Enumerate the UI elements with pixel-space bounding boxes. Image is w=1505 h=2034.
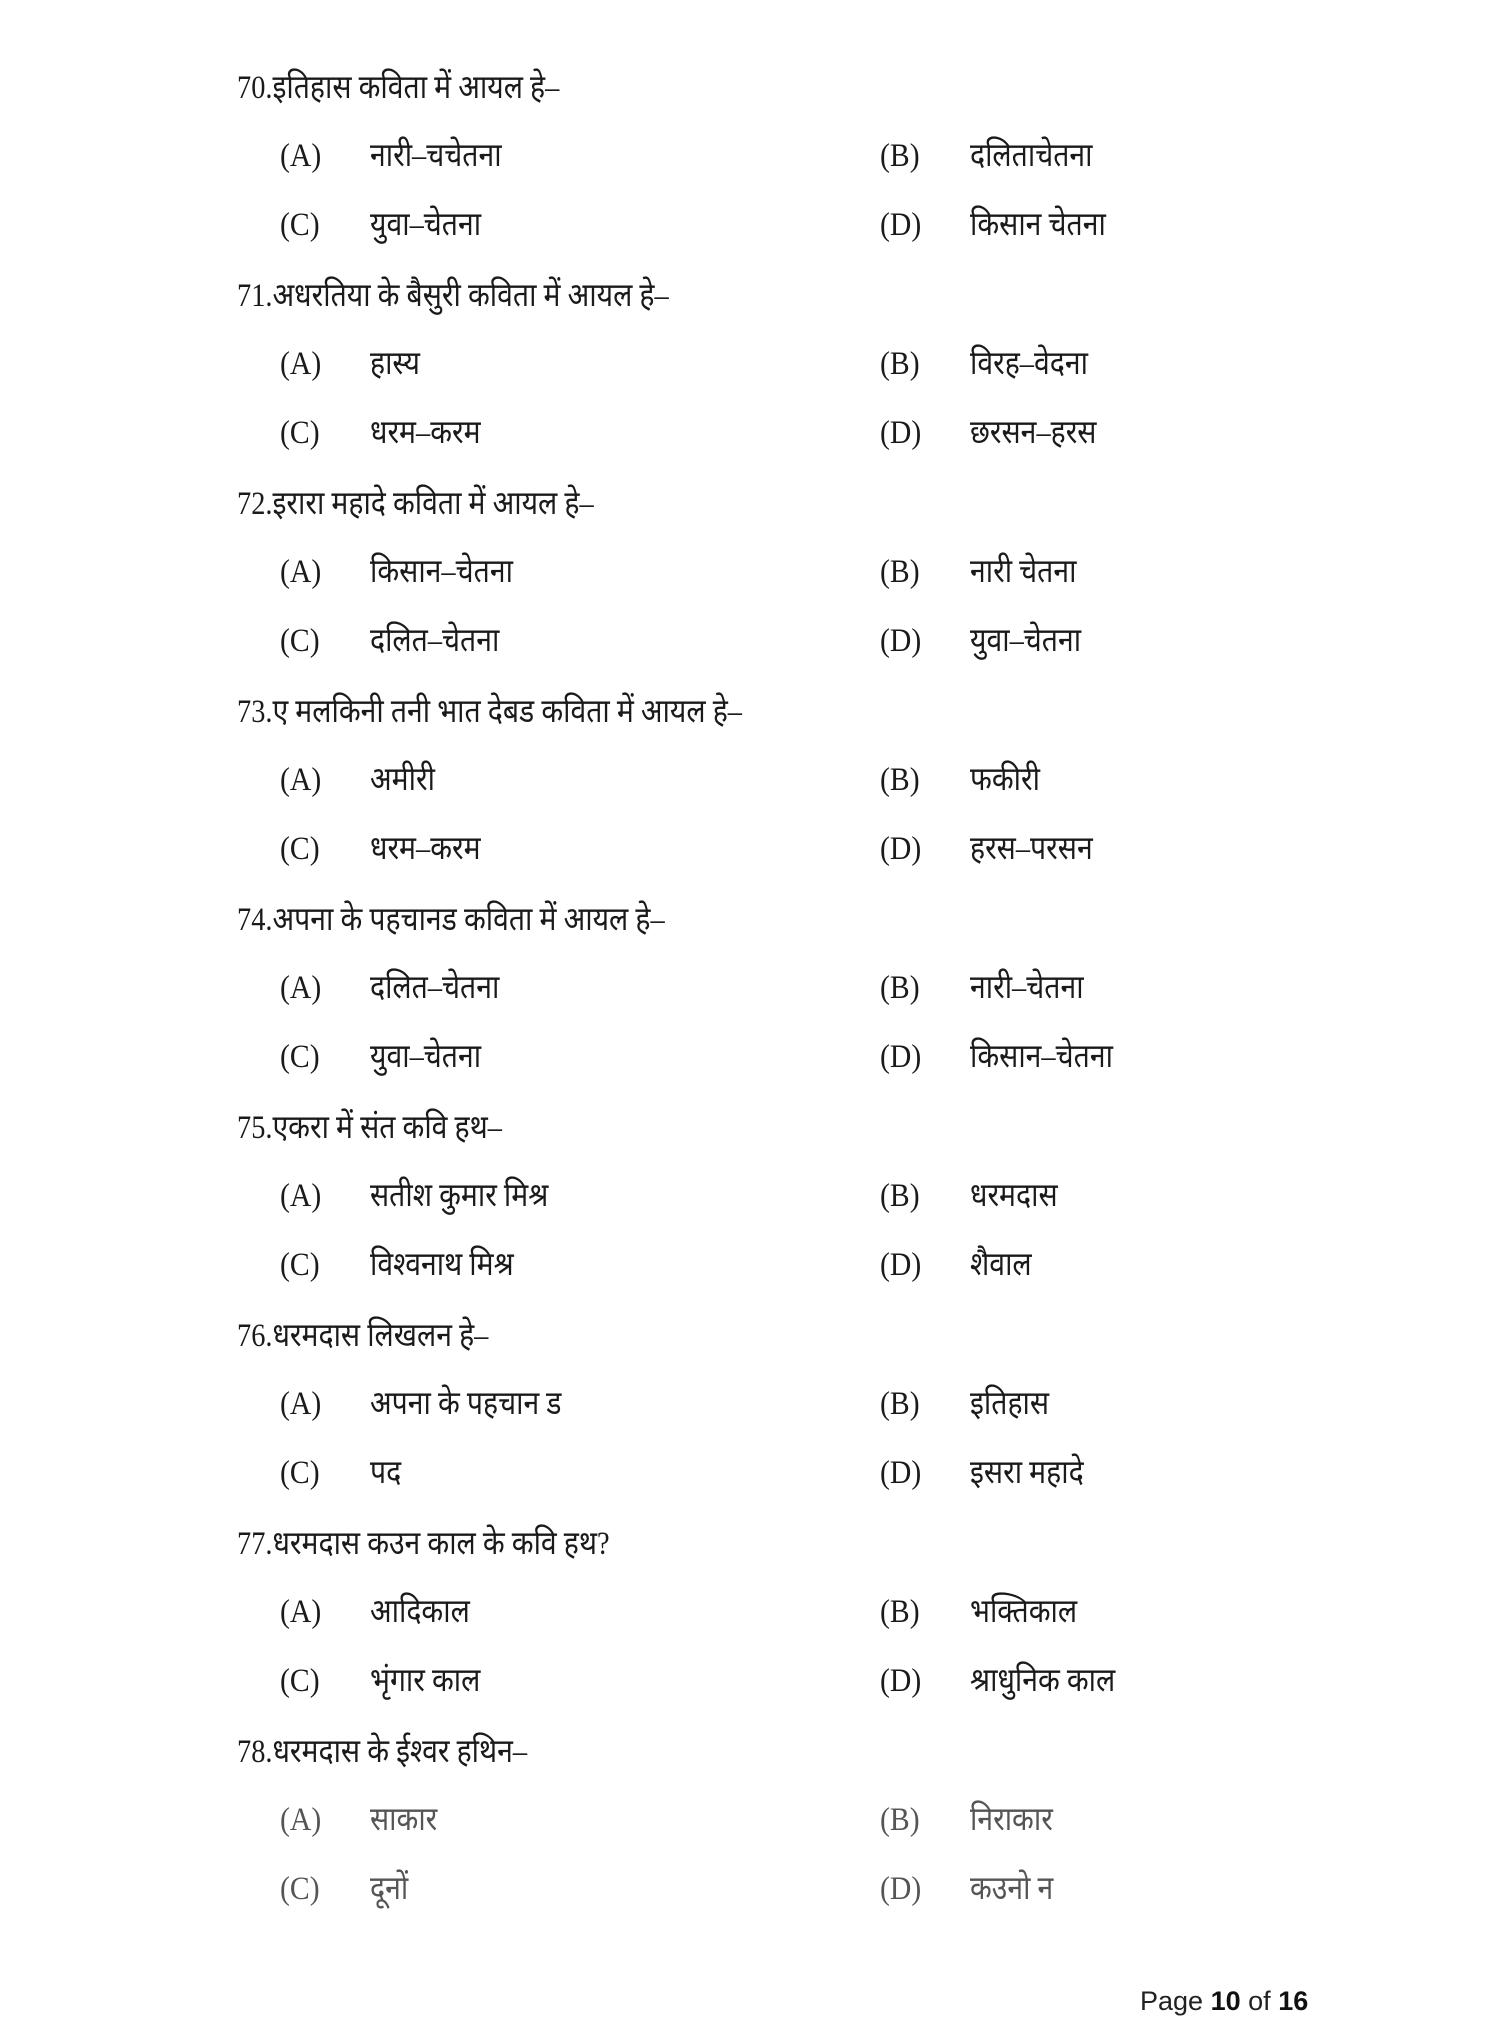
option-text: धरम–करम: [370, 831, 481, 867]
question-78: [237, 1727, 1387, 1935]
option-label: (A): [280, 1386, 322, 1422]
question-text: 76.धरमदास लिखलन हे–: [237, 1318, 489, 1354]
option-text: किसान–चेतना: [370, 554, 513, 590]
question-72: [237, 479, 1387, 687]
option-text: निराकार: [970, 1802, 1053, 1838]
option-text: शैवाल: [970, 1247, 1032, 1283]
option-label: (D): [880, 623, 922, 659]
question-text: 72.इरारा महादे कविता में आयल हे–: [237, 486, 594, 522]
question-text: 75.एकरा में संत कवि हथ–: [237, 1110, 502, 1146]
option-label: (C): [280, 1039, 320, 1075]
option-label: (A): [280, 1802, 322, 1838]
option-text: धरम–करम: [370, 415, 481, 451]
option-text: दलित–चेतना: [370, 970, 500, 1006]
option-label: (B): [880, 346, 920, 382]
option-label: (C): [280, 415, 320, 451]
option-text: इतिहास: [970, 1386, 1050, 1422]
option-label: (C): [280, 1247, 320, 1283]
question-text: 70.इतिहास कविता में आयल हे–: [237, 70, 560, 106]
option-label: (B): [880, 970, 920, 1006]
option-text: नारी चेतना: [970, 554, 1077, 590]
option-text: धरमदास: [970, 1178, 1058, 1214]
current-page: 10: [1210, 1986, 1241, 2016]
option-label: (A): [280, 346, 322, 382]
option-label: (D): [880, 1039, 922, 1075]
option-text: किसान चेतना: [970, 207, 1106, 243]
question-71: [237, 271, 1387, 479]
option-label: (B): [880, 1802, 920, 1838]
option-text: युवा–चेतना: [370, 207, 482, 243]
option-text: कउनो न: [970, 1871, 1054, 1907]
option-text: हरस–परसन: [970, 831, 1093, 867]
option-text: अमीरी: [370, 762, 435, 798]
option-label: (D): [880, 1247, 922, 1283]
option-label: (D): [880, 831, 922, 867]
option-text: छरसन–हरस: [970, 415, 1097, 451]
question-text: 73.ए मलकिनी तनी भात देबड कविता में आयल हे–: [237, 694, 742, 730]
option-label: (A): [280, 1594, 322, 1630]
option-text: विरह–वेदना: [970, 346, 1088, 382]
option-text: सतीश कुमार मिश्र: [370, 1178, 549, 1214]
page-word: Page: [1140, 1986, 1204, 2016]
option-label: (C): [280, 623, 320, 659]
total-pages: 16: [1278, 1986, 1309, 2016]
option-label: (B): [880, 554, 920, 590]
option-label: (D): [880, 1455, 922, 1491]
option-text: पद: [370, 1455, 402, 1491]
option-label: (B): [880, 762, 920, 798]
option-label: (D): [880, 1871, 922, 1907]
question-73: [237, 687, 1387, 895]
option-text: नारी–चचेतना: [370, 138, 502, 174]
option-text: दलित–चेतना: [370, 623, 500, 659]
option-text: अपना के पहचान ड: [370, 1386, 562, 1422]
option-label: (C): [280, 831, 320, 867]
option-label: (D): [880, 207, 922, 243]
option-text: दूनों: [370, 1871, 409, 1907]
option-label: (A): [280, 970, 322, 1006]
option-text: किसान–चेतना: [970, 1039, 1113, 1075]
option-label: (C): [280, 1455, 320, 1491]
option-label: (A): [280, 554, 322, 590]
option-text: इसरा महादे: [970, 1455, 1084, 1491]
question-text: 71.अधरतिया के बैसुरी कविता में आयल हे–: [237, 278, 669, 314]
option-label: (B): [880, 1594, 920, 1630]
option-text: साकार: [370, 1802, 438, 1838]
question-76: [237, 1311, 1387, 1519]
question-74: [237, 895, 1387, 1103]
option-text: भृंगार काल: [370, 1663, 481, 1699]
of-word: of: [1248, 1986, 1271, 2016]
option-label: (A): [280, 1178, 322, 1214]
option-text: श्राधुनिक काल: [970, 1663, 1116, 1699]
option-label: (B): [880, 1386, 920, 1422]
option-label: (A): [280, 138, 322, 174]
option-label: (B): [880, 1178, 920, 1214]
option-label: (A): [280, 762, 322, 798]
option-label: (D): [880, 415, 922, 451]
option-text: नारी–चेतना: [970, 970, 1084, 1006]
option-text: हास्य: [370, 346, 420, 382]
option-label: (C): [280, 1871, 320, 1907]
question-75: [237, 1103, 1387, 1311]
option-label: (B): [880, 138, 920, 174]
question-70: [237, 63, 1387, 271]
option-label: (D): [880, 1663, 922, 1699]
option-text: दलिताचेतना: [970, 138, 1093, 174]
option-label: (C): [280, 1663, 320, 1699]
question-text: 77.धरमदास कउन काल के कवि हथ?: [237, 1526, 610, 1562]
option-text: युवा–चेतना: [970, 623, 1082, 659]
option-text: विश्वनाथ मिश्र: [370, 1247, 514, 1283]
option-label: (C): [280, 207, 320, 243]
option-text: युवा–चेतना: [370, 1039, 482, 1075]
option-text: फकीरी: [970, 762, 1040, 798]
option-text: भक्तिकाल: [970, 1594, 1078, 1630]
page-number-footer: [1140, 1983, 1308, 2019]
question-text: 74.अपना के पहचानड कविता में आयल हे–: [237, 902, 665, 938]
question-text: 78.धरमदास के ईश्वर हथिन–: [237, 1734, 528, 1770]
option-text: आदिकाल: [370, 1594, 470, 1630]
question-77: [237, 1519, 1387, 1727]
